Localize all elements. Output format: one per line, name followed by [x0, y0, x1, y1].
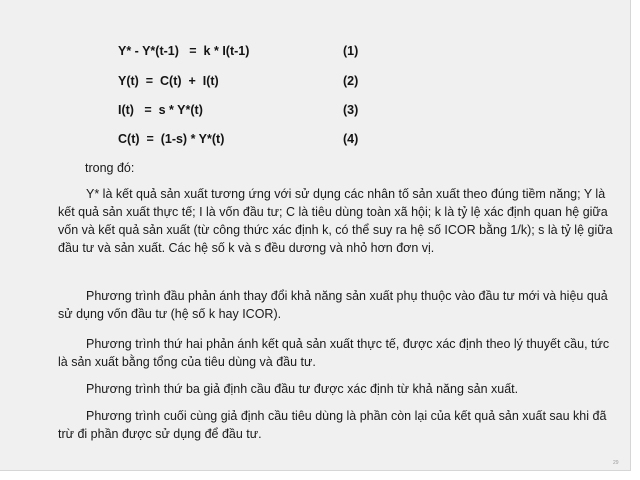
equation-1-number: (1) [343, 44, 359, 58]
paragraph-equation-1: Phương trình đầu phản ánh thay đổi khả năng sản xuất phụ thuộc vào đầu tư mới và hiệu quả sử dụng vốn đầu tư (hệ số k hay ICOR). [58, 289, 608, 321]
equation-4-number: (4) [343, 132, 359, 146]
equation-2-number: (2) [343, 74, 359, 88]
equation-1-text: Y* - Y*(t-1) = k * I(t-1) [118, 44, 250, 58]
paragraph-equation-4: Phương trình cuối cùng giả định cầu tiêu dùng là phần còn lại của kết quả sản xuất sau khi đã trừ đi phần được sử dụng để đầu tư. [58, 409, 607, 441]
equation-3-number: (3) [343, 103, 359, 117]
equation-2-text: Y(t) = C(t) + I(t) [118, 74, 219, 88]
page-number: 29 [613, 460, 619, 466]
paragraph-equation-3: Phương trình thứ ba giả định cầu đầu tư được xác định từ khả năng sản xuất. [86, 382, 519, 396]
equation-4-text: C(t) = (1-s) * Y*(t) [118, 132, 225, 146]
paragraph-equation-2: Phương trình thứ hai phản ánh kết quả sản xuất thực tế, được xác định theo lý thuyết cầu, tức là sản xuất bằng tổng của tiêu dùng và đầu tư. [58, 337, 610, 369]
equation-3-text: I(t) = s * Y*(t) [118, 103, 203, 117]
intro-text: trong đó: [85, 161, 135, 175]
paragraph-definitions: Y* là kết quả sản xuất tương ứng với sử dụng các nhân tố sản xuất theo đúng tiềm năng; Y là kết quả sản xuất thực tế; I là vốn đầu tư; C là tiêu dùng toàn xã hội; k là tỷ lệ xác định quan hệ giữa vốn và kết quả sản xuất (từ công thức xác định k, có thể suy ra hệ số ICOR bằng 1/k); s là tỷ lệ giữa đầu tư và sản xuất. Các hệ số k và s đều dương và nhỏ hơn đơn vị. [58, 187, 613, 255]
